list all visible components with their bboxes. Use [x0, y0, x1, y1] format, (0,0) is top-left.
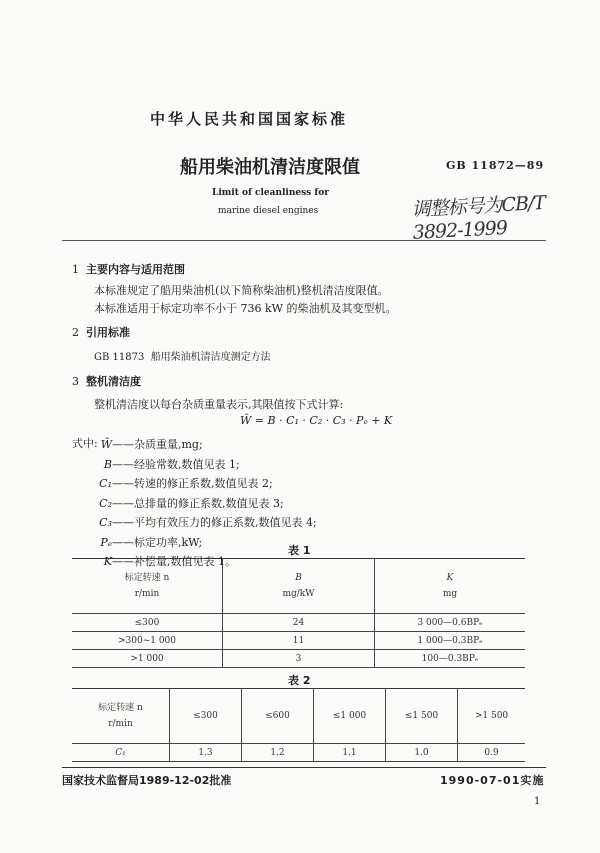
- variable-symbol: K: [103, 555, 112, 568]
- header-unit: mg/kW: [282, 589, 315, 599]
- variable-desc: ——标定功率,kW;: [112, 535, 203, 549]
- header-unit: mg: [442, 589, 458, 599]
- variable-symbol: B: [103, 457, 112, 471]
- variable-list: [96, 435, 317, 572]
- variable-item: [96, 533, 317, 553]
- table-row: [72, 744, 525, 762]
- variable-desc: ——经验常数,数值见表 1;: [112, 457, 240, 471]
- header-label: B: [295, 573, 302, 583]
- cell: 0.9: [458, 744, 526, 762]
- paragraph: 本标准规定了船用柴油机(以下简称柴油机)整机清洁度限值。: [94, 284, 389, 297]
- header-label: K: [446, 573, 454, 583]
- doc-title: 船用柴油机清洁度限值: [180, 157, 360, 178]
- cell: 3 000—0.6BPₑ: [375, 614, 526, 632]
- cell: 11: [223, 632, 375, 650]
- cell: 3: [223, 650, 375, 668]
- table1-caption: 表 1: [288, 544, 311, 557]
- table-row: [72, 614, 525, 632]
- cell: 100—0.3BPₑ: [375, 650, 526, 668]
- handwritten-note: 调整标号为CB/T 3892-1999: [411, 191, 546, 244]
- variable-desc: ——平均有效压力的修正系数,数值见表 4;: [112, 516, 317, 529]
- row-label: C₁: [72, 744, 170, 762]
- section-2-heading: [72, 324, 130, 340]
- variable-symbol: C₁: [99, 477, 112, 490]
- cell: 1.0: [386, 744, 458, 762]
- paragraph: 整机清洁度以每台杂质重量表示,其限值按下式计算:: [94, 398, 344, 411]
- effective-date: 1990-07-01实施: [440, 774, 545, 787]
- variable-item: [96, 455, 317, 475]
- cell: 1 000—0.3BPₑ: [375, 632, 526, 650]
- variable-symbol: W̄: [100, 438, 112, 451]
- header-unit: r/min: [108, 719, 133, 729]
- variable-item: [96, 435, 317, 455]
- section-1-heading: [72, 261, 185, 277]
- reference: [94, 348, 271, 363]
- variable-item: [96, 494, 317, 514]
- header-cell: [223, 559, 375, 614]
- english-title-line1: Limit of cleanliness for: [212, 188, 329, 198]
- header-cell: [72, 559, 223, 614]
- section-number: 3: [72, 375, 79, 388]
- page-number: 1: [534, 796, 541, 807]
- variable-symbol: Pₑ: [100, 535, 112, 549]
- variable-item: [96, 474, 317, 494]
- variable-item: [96, 513, 317, 533]
- english-title-line2: marine diesel engines: [218, 206, 319, 216]
- where-label: 式中:: [72, 437, 98, 450]
- table2-caption: 表 2: [288, 674, 311, 687]
- section-title: 整机清洁度: [86, 375, 141, 388]
- header-cell: [72, 689, 170, 744]
- header-label: 标定转速 n: [124, 573, 170, 583]
- cell: 24: [223, 614, 375, 632]
- header-rule: [62, 240, 546, 241]
- reference-title: 船用柴油机清洁度测定方法: [150, 352, 271, 363]
- cell: >300~1 000: [72, 632, 223, 650]
- section-title: 主要内容与适用范围: [86, 263, 185, 276]
- header-cell: [375, 559, 526, 614]
- section-number: 2: [72, 326, 79, 339]
- table-row: [72, 650, 525, 668]
- table-header-row: [72, 559, 525, 614]
- header-label: 标定转速 n: [98, 703, 143, 713]
- paragraph: 本标准适用于标定功率不小于 736 kW 的柴油机及其变型机。: [94, 302, 397, 315]
- table-header-row: [72, 689, 525, 744]
- variable-desc: ——总排量的修正系数,数值见表 3;: [112, 496, 284, 510]
- cell: 1.1: [314, 744, 386, 762]
- header-cell: ≤1 500: [386, 689, 458, 744]
- cell: ≤300: [72, 614, 223, 632]
- section-3-heading: [72, 373, 141, 389]
- variable-desc: ——补偿量,数值见表 1。: [112, 555, 236, 568]
- table-1: [72, 558, 525, 668]
- header-cell: ≤300: [170, 689, 242, 744]
- cell: 1.2: [242, 744, 314, 762]
- reference-code: GB 11873: [94, 352, 145, 363]
- table-row: [72, 632, 525, 650]
- header-unit: r/min: [134, 589, 160, 599]
- section-number: 1: [72, 263, 79, 276]
- cell: >1 000: [72, 650, 223, 668]
- cell: 1.3: [170, 744, 242, 762]
- variable-symbol: C₂: [99, 496, 112, 510]
- approval-text: 国家技术监督局1989-12-02批准: [62, 774, 232, 787]
- standard-number: GB 11872—89: [446, 159, 545, 172]
- header-cell: ≤1 000: [314, 689, 386, 744]
- formula: W̄ = B · C₁ · C₂ · C₃ · Pₑ + K: [240, 414, 393, 427]
- org-title: 中华人民共和国国家标准: [150, 110, 349, 128]
- header-cell: ≤600: [242, 689, 314, 744]
- variable-desc: ——转速的修正系数,数值见表 2;: [112, 477, 273, 490]
- footer-rule: [62, 767, 546, 768]
- header-cell: >1 500: [458, 689, 526, 744]
- variable-desc: ——杂质重量,mg;: [112, 438, 203, 451]
- section-title: 引用标准: [86, 326, 130, 339]
- variable-symbol: C₃: [99, 516, 112, 529]
- table-2: [72, 688, 525, 762]
